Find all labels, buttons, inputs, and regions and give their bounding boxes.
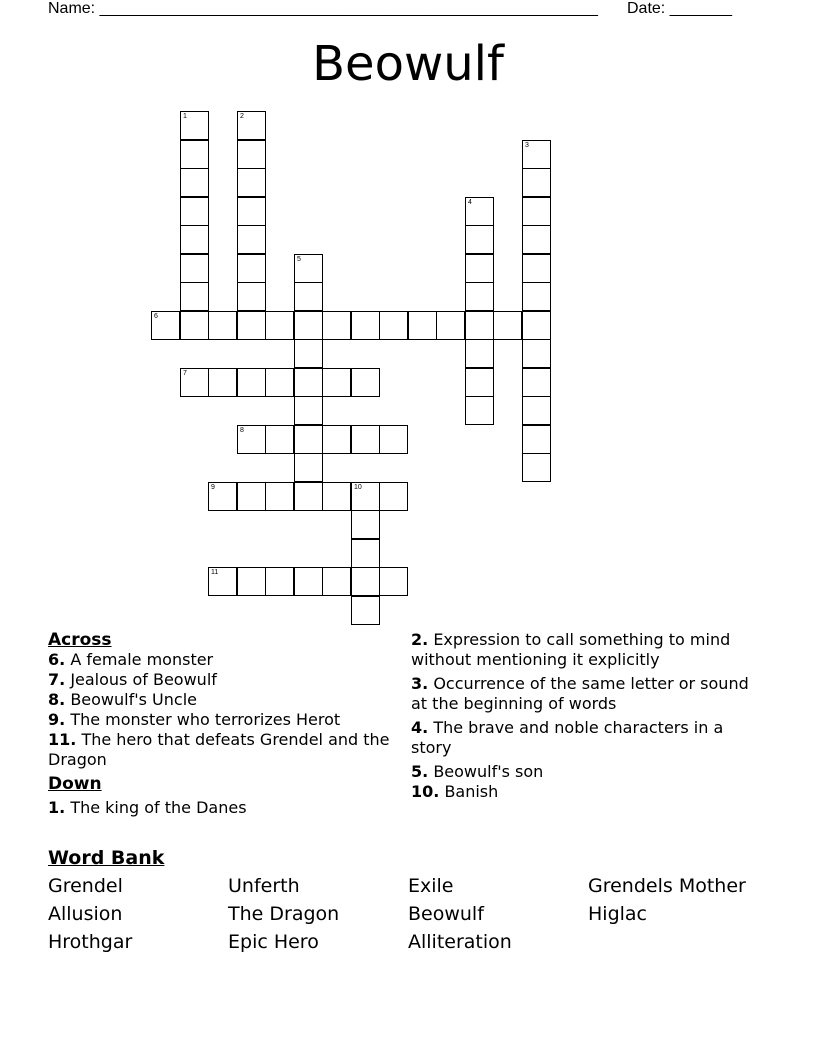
clue-down-3 [411, 674, 763, 714]
clue-number: 8. [48, 690, 66, 709]
clue-across-7 [48, 670, 400, 690]
crossword-cell[interactable] [436, 311, 465, 340]
word-bank-item: Hrothgar [48, 931, 133, 953]
cell-number: 6 [154, 313, 158, 320]
crossword-cell[interactable] [322, 425, 351, 454]
crossword-cell[interactable] [180, 168, 209, 197]
crossword-cell[interactable] [294, 254, 323, 283]
crossword-cell[interactable] [522, 140, 551, 169]
cell-number: 9 [211, 484, 215, 491]
clue-number: 11. [48, 730, 77, 749]
crossword-cell[interactable] [465, 197, 494, 226]
date-field-label: Date: _______ [627, 0, 732, 17]
cell-number: 3 [525, 142, 529, 149]
crossword-cell[interactable] [265, 368, 294, 397]
clue-number: 10. [411, 782, 440, 801]
crossword-cell[interactable] [265, 311, 294, 340]
crossword-cell[interactable] [237, 282, 266, 311]
crossword-cell[interactable] [180, 197, 209, 226]
crossword-cell[interactable] [351, 539, 380, 568]
word-bank-item: Grendels Mother [588, 875, 746, 897]
word-bank-item: Unferth [228, 875, 300, 897]
crossword-cell[interactable] [465, 254, 494, 283]
crossword-cell[interactable] [379, 311, 408, 340]
crossword-cell[interactable] [294, 453, 323, 482]
crossword-cell[interactable] [294, 368, 323, 397]
clue-text: A female monster [70, 650, 214, 669]
crossword-cell[interactable] [379, 425, 408, 454]
crossword-cell[interactable] [522, 311, 551, 340]
clue-down-5 [411, 762, 763, 782]
crossword-cell[interactable] [265, 482, 294, 511]
crossword-cell[interactable] [237, 140, 266, 169]
word-bank-item: Exile [408, 875, 454, 897]
crossword-cell[interactable] [522, 453, 551, 482]
clue-text: The brave and noble characters in a story [411, 718, 724, 757]
crossword-cell[interactable] [294, 282, 323, 311]
across-heading: Across [48, 630, 112, 650]
clue-number: 4. [411, 718, 429, 737]
cell-number: 7 [183, 370, 187, 377]
crossword-cell[interactable] [465, 311, 494, 340]
crossword-cell[interactable] [265, 425, 294, 454]
clue-text: Banish [444, 782, 499, 801]
crossword-cell[interactable] [493, 311, 522, 340]
crossword-cell[interactable] [237, 254, 266, 283]
clue-across-9 [48, 710, 400, 730]
crossword-cell[interactable] [351, 425, 380, 454]
cell-number: 5 [297, 256, 301, 263]
clue-text: Beowulf's Uncle [70, 690, 197, 709]
word-bank-item: Grendel [48, 875, 123, 897]
crossword-cell[interactable] [151, 311, 180, 340]
clue-number: 2. [411, 630, 429, 649]
clue-number: 9. [48, 710, 66, 729]
crossword-cell[interactable] [465, 339, 494, 368]
crossword-cell[interactable] [322, 482, 351, 511]
crossword-cell[interactable] [208, 368, 237, 397]
crossword-cell[interactable] [237, 368, 266, 397]
crossword-cell[interactable] [208, 311, 237, 340]
crossword-cell[interactable] [180, 111, 209, 140]
clue-across-11 [48, 730, 400, 770]
crossword-cell[interactable] [351, 567, 380, 596]
crossword-cell[interactable] [522, 254, 551, 283]
crossword-cell[interactable] [522, 168, 551, 197]
clue-number: 3. [411, 674, 429, 693]
down-heading: Down [48, 774, 102, 794]
word-bank-item: Higlac [588, 903, 647, 925]
crossword-cell[interactable] [465, 368, 494, 397]
crossword-cell[interactable] [522, 225, 551, 254]
crossword-cell[interactable] [408, 311, 437, 340]
clue-across-8 [48, 690, 400, 710]
crossword-cell[interactable] [180, 225, 209, 254]
clue-text: The monster who terrorizes Herot [70, 710, 341, 729]
word-bank-heading: Word Bank [48, 847, 165, 869]
crossword-cell[interactable] [180, 140, 209, 169]
crossword-cell[interactable] [522, 368, 551, 397]
crossword-cell[interactable] [237, 225, 266, 254]
crossword-cell[interactable] [322, 567, 351, 596]
crossword-cell[interactable] [180, 311, 209, 340]
crossword-cell[interactable] [351, 510, 380, 539]
word-bank-item: The Dragon [228, 903, 340, 925]
clue-down-1 [48, 798, 400, 818]
crossword-cell[interactable] [294, 567, 323, 596]
crossword-cell[interactable] [465, 396, 494, 425]
crossword-cell[interactable] [322, 311, 351, 340]
crossword-cell[interactable] [294, 311, 323, 340]
name-field-label: Name: ________________________________________________________ [48, 0, 598, 17]
crossword-cell[interactable] [237, 482, 266, 511]
crossword-cell[interactable] [522, 425, 551, 454]
clue-number: 5. [411, 762, 429, 781]
cell-number: 10 [354, 484, 362, 491]
crossword-cell[interactable] [294, 396, 323, 425]
cell-number: 11 [211, 569, 219, 576]
clues-right-column [411, 630, 763, 802]
clue-text: Jealous of Beowulf [70, 670, 217, 689]
crossword-cell[interactable] [294, 482, 323, 511]
crossword-cell[interactable] [322, 368, 351, 397]
word-bank-item: Epic Hero [228, 931, 319, 953]
crossword-cell[interactable] [522, 282, 551, 311]
crossword-cell[interactable] [351, 596, 380, 625]
cell-number: 8 [240, 427, 244, 434]
crossword-cell[interactable] [465, 282, 494, 311]
puzzle-title: Beowulf [312, 36, 504, 92]
crossword-cell[interactable] [237, 567, 266, 596]
crossword-cell[interactable] [180, 282, 209, 311]
crossword-cell[interactable] [351, 311, 380, 340]
crossword-cell[interactable] [522, 339, 551, 368]
crossword-cell[interactable] [180, 368, 209, 397]
clue-number: 6. [48, 650, 66, 669]
crossword-cell[interactable] [351, 368, 380, 397]
crossword-cell[interactable] [208, 482, 237, 511]
clue-text: Occurrence of the same letter or sound at the beginning of words [411, 674, 749, 713]
cell-number: 1 [183, 113, 187, 120]
crossword-cell[interactable] [237, 311, 266, 340]
clue-text: The king of the Danes [70, 798, 247, 817]
crossword-cell[interactable] [237, 111, 266, 140]
word-bank-item: Allusion [48, 903, 123, 925]
crossword-cell[interactable] [522, 396, 551, 425]
crossword-cell[interactable] [237, 168, 266, 197]
word-bank-item: Alliteration [408, 931, 512, 953]
crossword-cell[interactable] [180, 254, 209, 283]
clues-left-column [48, 630, 400, 818]
clue-number: 7. [48, 670, 66, 689]
clue-number: 1. [48, 798, 66, 817]
clue-text: Beowulf's son [433, 762, 544, 781]
clue-down-10 [411, 782, 763, 802]
cell-number: 2 [240, 113, 244, 120]
clue-down-4 [411, 718, 763, 758]
crossword-cell[interactable] [237, 425, 266, 454]
crossword-cell[interactable] [294, 339, 323, 368]
crossword-cell[interactable] [265, 567, 294, 596]
crossword-cell[interactable] [294, 425, 323, 454]
crossword-cell[interactable] [465, 225, 494, 254]
clue-text: Expression to call something to mind without mentioning it explicitly [411, 630, 731, 669]
crossword-cell[interactable] [351, 482, 380, 511]
word-bank-item: Beowulf [408, 903, 484, 925]
crossword-cell[interactable] [208, 567, 237, 596]
crossword-cell[interactable] [522, 197, 551, 226]
crossword-cell[interactable] [379, 482, 408, 511]
crossword-cell[interactable] [379, 567, 408, 596]
cell-number: 4 [468, 199, 472, 206]
crossword-cell[interactable] [237, 197, 266, 226]
clue-down-2 [411, 630, 763, 670]
clue-across-6 [48, 650, 400, 670]
clue-text: The hero that defeats Grendel and the Dragon [48, 730, 390, 769]
